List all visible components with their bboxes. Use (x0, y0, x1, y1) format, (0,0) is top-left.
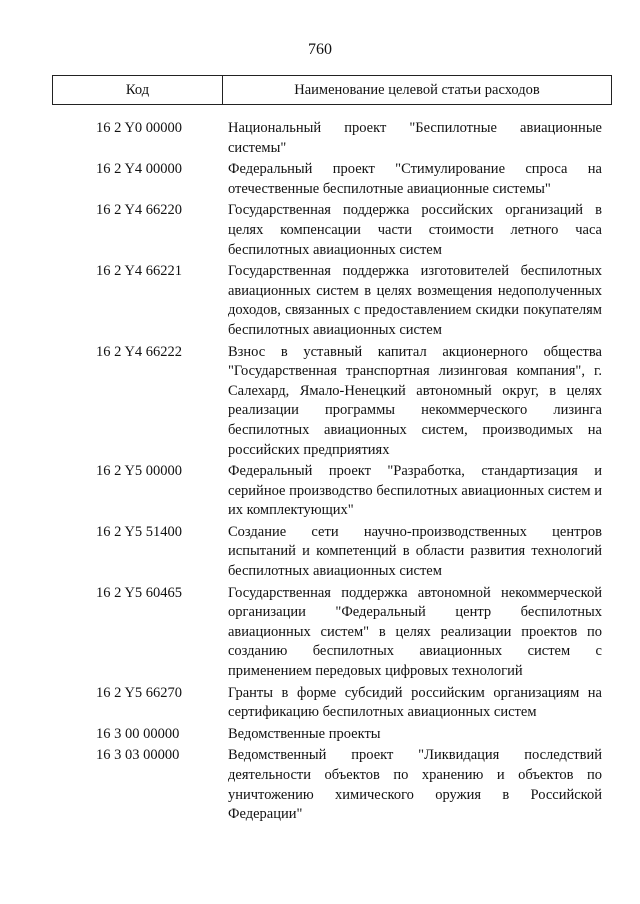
row-text: Национальный проект "Беспилотные авиационные системы" (228, 120, 602, 156)
row-text: Взнос в уставный капитал акционерного общества "Государственная транспортная лизинговая компания", г. Салехард, Ямало-Ненецкий автономный округ, в целях реализации программы некоммерческого лизинга беспилотных авиационных систем, производимых на российских предприятиях (228, 343, 602, 458)
table-row (0, 523, 640, 582)
row-text: Ведомственный проект "Ликвидация последствий деятельности объектов по хранению и объектов по уничтожению химического оружия в Российской Федерации" (228, 747, 602, 823)
table-row (0, 684, 640, 723)
row-code: 16 2 Y4 00000 (96, 161, 183, 178)
row-text: Государственная поддержка автономной некоммерческой организации "Федеральный центр беспилотных авиационных систем" в целях реализации проектов по созданию беспилотных авиационных систем с применением передовых цифровых технологий (228, 584, 602, 680)
table-row (0, 262, 640, 340)
table-row (0, 119, 640, 158)
row-code: 16 2 Y5 60465 (96, 584, 183, 601)
table-row (0, 746, 640, 824)
row-code: 16 2 Y4 66222 (96, 343, 183, 360)
table-body (0, 119, 640, 827)
row-code: 16 2 Y0 00000 (96, 120, 183, 136)
row-text: Государственная поддержка российских организаций в целях компенсации части стоимости летного часа беспилотных авиационных систем (228, 202, 602, 258)
table-row (0, 725, 640, 745)
table-row (0, 584, 640, 682)
row-code: 16 2 Y5 00000 (96, 463, 183, 480)
row-code: 16 2 Y4 66221 (96, 263, 183, 280)
row-code: 16 3 03 00000 (96, 747, 180, 764)
table-row (0, 462, 640, 521)
header-code: Код (53, 76, 223, 104)
row-text: Федеральный проект "Разработка, стандартизация и серийное производство беспилотных авиационных систем и их комплектующих" (228, 463, 602, 519)
header-name: Наименование целевой статьи расходов (294, 81, 540, 98)
row-text: Ведомственные проекты (228, 725, 381, 742)
row-code: 16 2 Y5 51400 (96, 523, 183, 540)
row-text: Создание сети научно-производственных центров испытаний и компетенций в области развития технологий беспилотных авиационных систем (228, 523, 602, 580)
row-code: 16 2 Y5 66270 (96, 684, 183, 701)
row-code: 16 2 Y4 66220 (96, 202, 183, 219)
table-row (0, 201, 640, 260)
table-header (52, 75, 612, 105)
table-row (0, 160, 640, 199)
row-text: Федеральный проект "Стимулирование спроса на отечественные беспилотные авиационные системы" (228, 161, 602, 197)
page-number: 760 (308, 41, 332, 58)
row-text: Государственная поддержка изготовителей беспилотных авиационных систем в целях возмещения недополученных доходов, связанных с предоставлением скидки покупателям беспилотных авиационных систем (228, 263, 602, 338)
row-code: 16 3 00 00000 (96, 725, 180, 742)
table-row (0, 343, 640, 461)
row-text: Гранты в форме субсидий российским организациям на сертификацию беспилотных авиационных систем (228, 684, 602, 721)
